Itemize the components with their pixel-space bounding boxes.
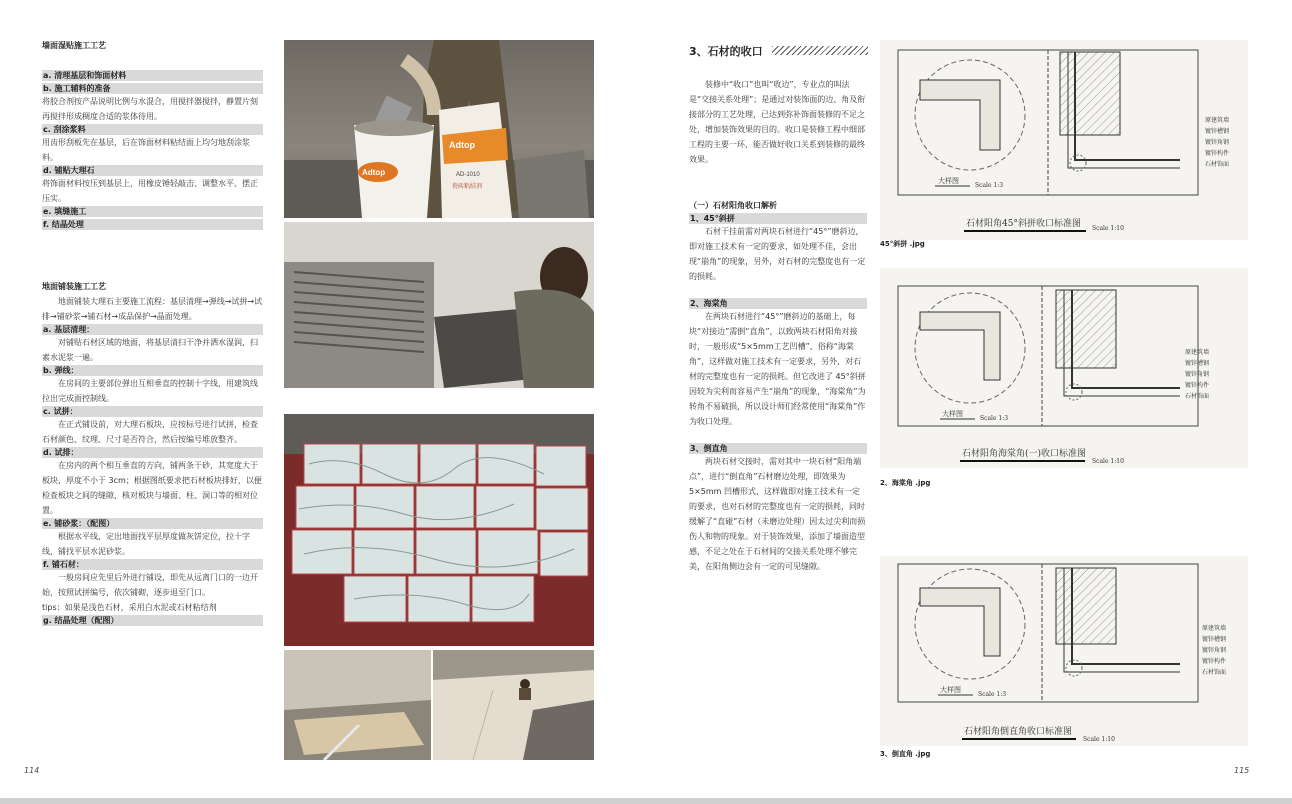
wall-tiling-photo (284, 222, 594, 388)
drawing-title: 石材阳角倒直角收口标准图 (964, 727, 1073, 737)
bag-brand-text: Adtop (449, 140, 475, 150)
drawing-scale: Scale 1:10 (1092, 458, 1124, 465)
item-text: 两块石材交接时，需对其中一块石材“阳角端点”，进行“倒直角”石材磨边处理，即效果为 5×5mm 凹槽形式，这样做即对施工技术有一定的要求，也对石材的完整度也有一定的损耗，同时缓解了“直碰”石材（未磨边处理）因太过尖利而损伤人和物的现象。对于装饰效果，添加了墙面造型感，不足之处在于石材间的交接关系处理不够完美，在阳角侧边会有一定的可见缝隙。 (689, 457, 866, 571)
tips-text: tips：如果是浅色石材，采用白水泥或石材粘结剂 (42, 603, 217, 612)
legend-label: 镀锌槽钢 (1185, 360, 1210, 367)
item-title: 1、45°斜拼 (689, 213, 867, 224)
legend-label: 镀锌角钢 (1202, 647, 1227, 654)
marble-trial-layout-photo (284, 414, 594, 646)
step-text: 用齿形刮板先在基层，后在饰面材料粘结面上均匀地刮涂浆料。 (42, 138, 250, 162)
legend-label: 镀锌角钢 (1205, 139, 1230, 146)
step-text: 将饰面材料按压到基层上，用橡皮锤轻敲击、调整水平、摆正压实。 (42, 179, 258, 203)
drawing-scale: Scale 1:10 (1083, 736, 1115, 743)
step-title: e. 铺砂浆：（配图） (42, 518, 263, 529)
step-text: 一般房间应先里后外进行铺设，即先从远离门口的一边开始，按照试拼编号，依次铺砌，逐步退至门口。 (42, 573, 258, 597)
wall-steps (42, 70, 263, 230)
subsection-heading: （一）石材阳角收口解析 (689, 201, 777, 210)
section-title-text: 3、石材的收口 (689, 45, 763, 58)
step-title: d. 试排： (42, 447, 263, 458)
legend-label: 原建筑墙 (1185, 349, 1210, 356)
bag-model-text: AD-1010 (456, 172, 480, 178)
legend-label: 镀锌槽钢 (1205, 128, 1230, 135)
drawing-title: 石材阳角45°斜拼收口标准图 (966, 219, 1081, 229)
step-title: b. 施工辅料的准备 (42, 83, 263, 94)
detail-scale: Scale 1:3 (980, 415, 1009, 422)
legend-label: 镀锌槽钢 (1202, 636, 1227, 643)
wall-section-heading: 墙面湿贴施工工艺 (42, 41, 106, 50)
drawing-45-miter (880, 40, 1248, 240)
drawing-caption: 45°斜拼 .jpg (880, 240, 925, 248)
drawing-chamfer-corner (880, 556, 1248, 746)
floor-section-heading: 地面铺装施工工艺 (42, 282, 106, 291)
stone-corner-analysis (689, 198, 867, 574)
step-text: 在房间的主要部位弹出互相垂直的控制十字线，用建筑线拉出完成面控制线。 (42, 379, 258, 403)
item-text: 在两块石材进行“45°”磨斜边的基础上，每块“对接边”需倒“直角”，以致两块石材阳角对接时，一般形成“5×5mm工艺凹槽”，俗称“海棠角”，这样做对施工技术有一定要求，另外，对石材的完整度也有一定的损耗。但它改进了 45°斜拼因较为尖利而容易产生“崩角”的现象，“海棠角”为转角不易破损，所以设计师们经常使用“海棠角”作为收口处理。 (689, 312, 866, 426)
step-title: d. 铺贴大理石 (42, 165, 263, 176)
item-title: 3、倒直角 (689, 443, 867, 454)
title-hatch-decoration (772, 46, 868, 55)
step-title: c. 试拼： (42, 406, 263, 417)
legend-label: 原建筑墙 (1205, 117, 1230, 124)
bucket-brand-text: Adtop (362, 168, 386, 177)
item-text: 石材干挂前需对两块石材进行“45°”磨斜边，即对施工技术有一定的要求，如处理不佳，会出现“崩角”的现象，另外，对石材的完整度也有一定的损耗。 (689, 227, 866, 281)
step-text: 对铺贴石材区域的地面，将基层清扫干净并洒水湿润，扫素水泥浆一遍。 (42, 338, 258, 362)
step-text: 在房内的两个相互垂直的方向，铺两条干砂，其宽度大于板块，厚度不小于 3cm；根据图纸要求把石材板块排好，以便检查板块之间的缝隙，核对板块与墙面、柱、洞口等的相对位置。 (42, 461, 262, 515)
legend-label: 原建筑墙 (1202, 625, 1227, 632)
floor-steps (42, 294, 263, 626)
page-number-left: 114 (24, 766, 40, 775)
step-title: c. 刮涂浆料 (42, 124, 263, 135)
step-title: f. 结晶处理 (42, 219, 263, 230)
detail-label: 大样图 (942, 410, 963, 418)
bag-product-text: 瓷砖粘结剂 (452, 183, 483, 190)
drawing-scale: Scale 1:10 (1092, 225, 1124, 232)
detail-scale: Scale 1:3 (978, 691, 1007, 698)
drawing-caption: 2、海棠角 .jpg (880, 479, 931, 487)
detail-label: 大样图 (940, 686, 961, 694)
intro-paragraph: 装修中“收口”也叫“收边”，专业点的叫法是“交接关系处理”；是通过对装饰面的边、角及衔接部分的工艺处理，已达到弥补饰面装修的不足之处，增加装饰效果的目的。收口是装修工程中细部工程的主要一环，能否做好收口关系到装修的最终效果。 (689, 80, 866, 164)
step-title: e. 填缝施工 (42, 206, 263, 217)
legend-label: 镀锌构件 (1202, 658, 1227, 665)
drawing-title: 石材阳角海棠角(一)收口标准图 (962, 449, 1087, 459)
legend-label: 石材饰面 (1205, 161, 1230, 168)
detail-label: 大样图 (938, 177, 959, 185)
legend-label: 镀锌构件 (1185, 382, 1210, 389)
step-text: 将胶合剂按产品说明比例与水混合，用搅拌器搅拌，静置片刻再搅拌形成稠度合适的浆体待用。 (42, 97, 258, 121)
floor-laying-photo (433, 650, 594, 760)
step-title: a. 基层清理： (42, 324, 263, 335)
page-number-right: 115 (1234, 766, 1250, 775)
drawing-caption: 3、倒直角 .jpg (880, 750, 931, 758)
page-bottom-edge (0, 798, 1292, 804)
step-title: b. 弹线： (42, 365, 263, 376)
step-title: g. 结晶处理（配图） (42, 615, 263, 626)
legend-label: 镀锌构件 (1205, 150, 1230, 157)
step-title: f. 铺石材： (42, 559, 263, 570)
legend-label: 石材饰面 (1202, 669, 1227, 676)
step-title: a. 清理基层和饰面材料 (42, 70, 263, 81)
step-text: 根据水平线，定出地面找平层厚度做灰饼定位，拉十字线，铺找平层水泥砂浆。 (42, 532, 250, 556)
floor-intro: 地面铺装大理石主要施工流程：基层清理→弹线→试拼→试排→铺砂浆→铺石材→成品保护→晶面处理。 (42, 297, 263, 321)
detail-scale: Scale 1:3 (975, 182, 1004, 189)
mixing-adhesive-photo (284, 40, 594, 218)
drawing-haitang-corner (880, 268, 1248, 468)
screed-floor-photo (284, 650, 431, 760)
legend-label: 石材饰面 (1185, 393, 1210, 400)
legend-label: 镀锌角钢 (1185, 371, 1210, 378)
item-title: 2、海棠角 (689, 298, 867, 309)
section-title (689, 40, 869, 58)
step-text: 在正式铺设前，对大理石板块，应按标号进行试拼，检查石材颜色、纹理、尺寸是否符合，然后按编号堆放整齐。 (42, 420, 258, 444)
